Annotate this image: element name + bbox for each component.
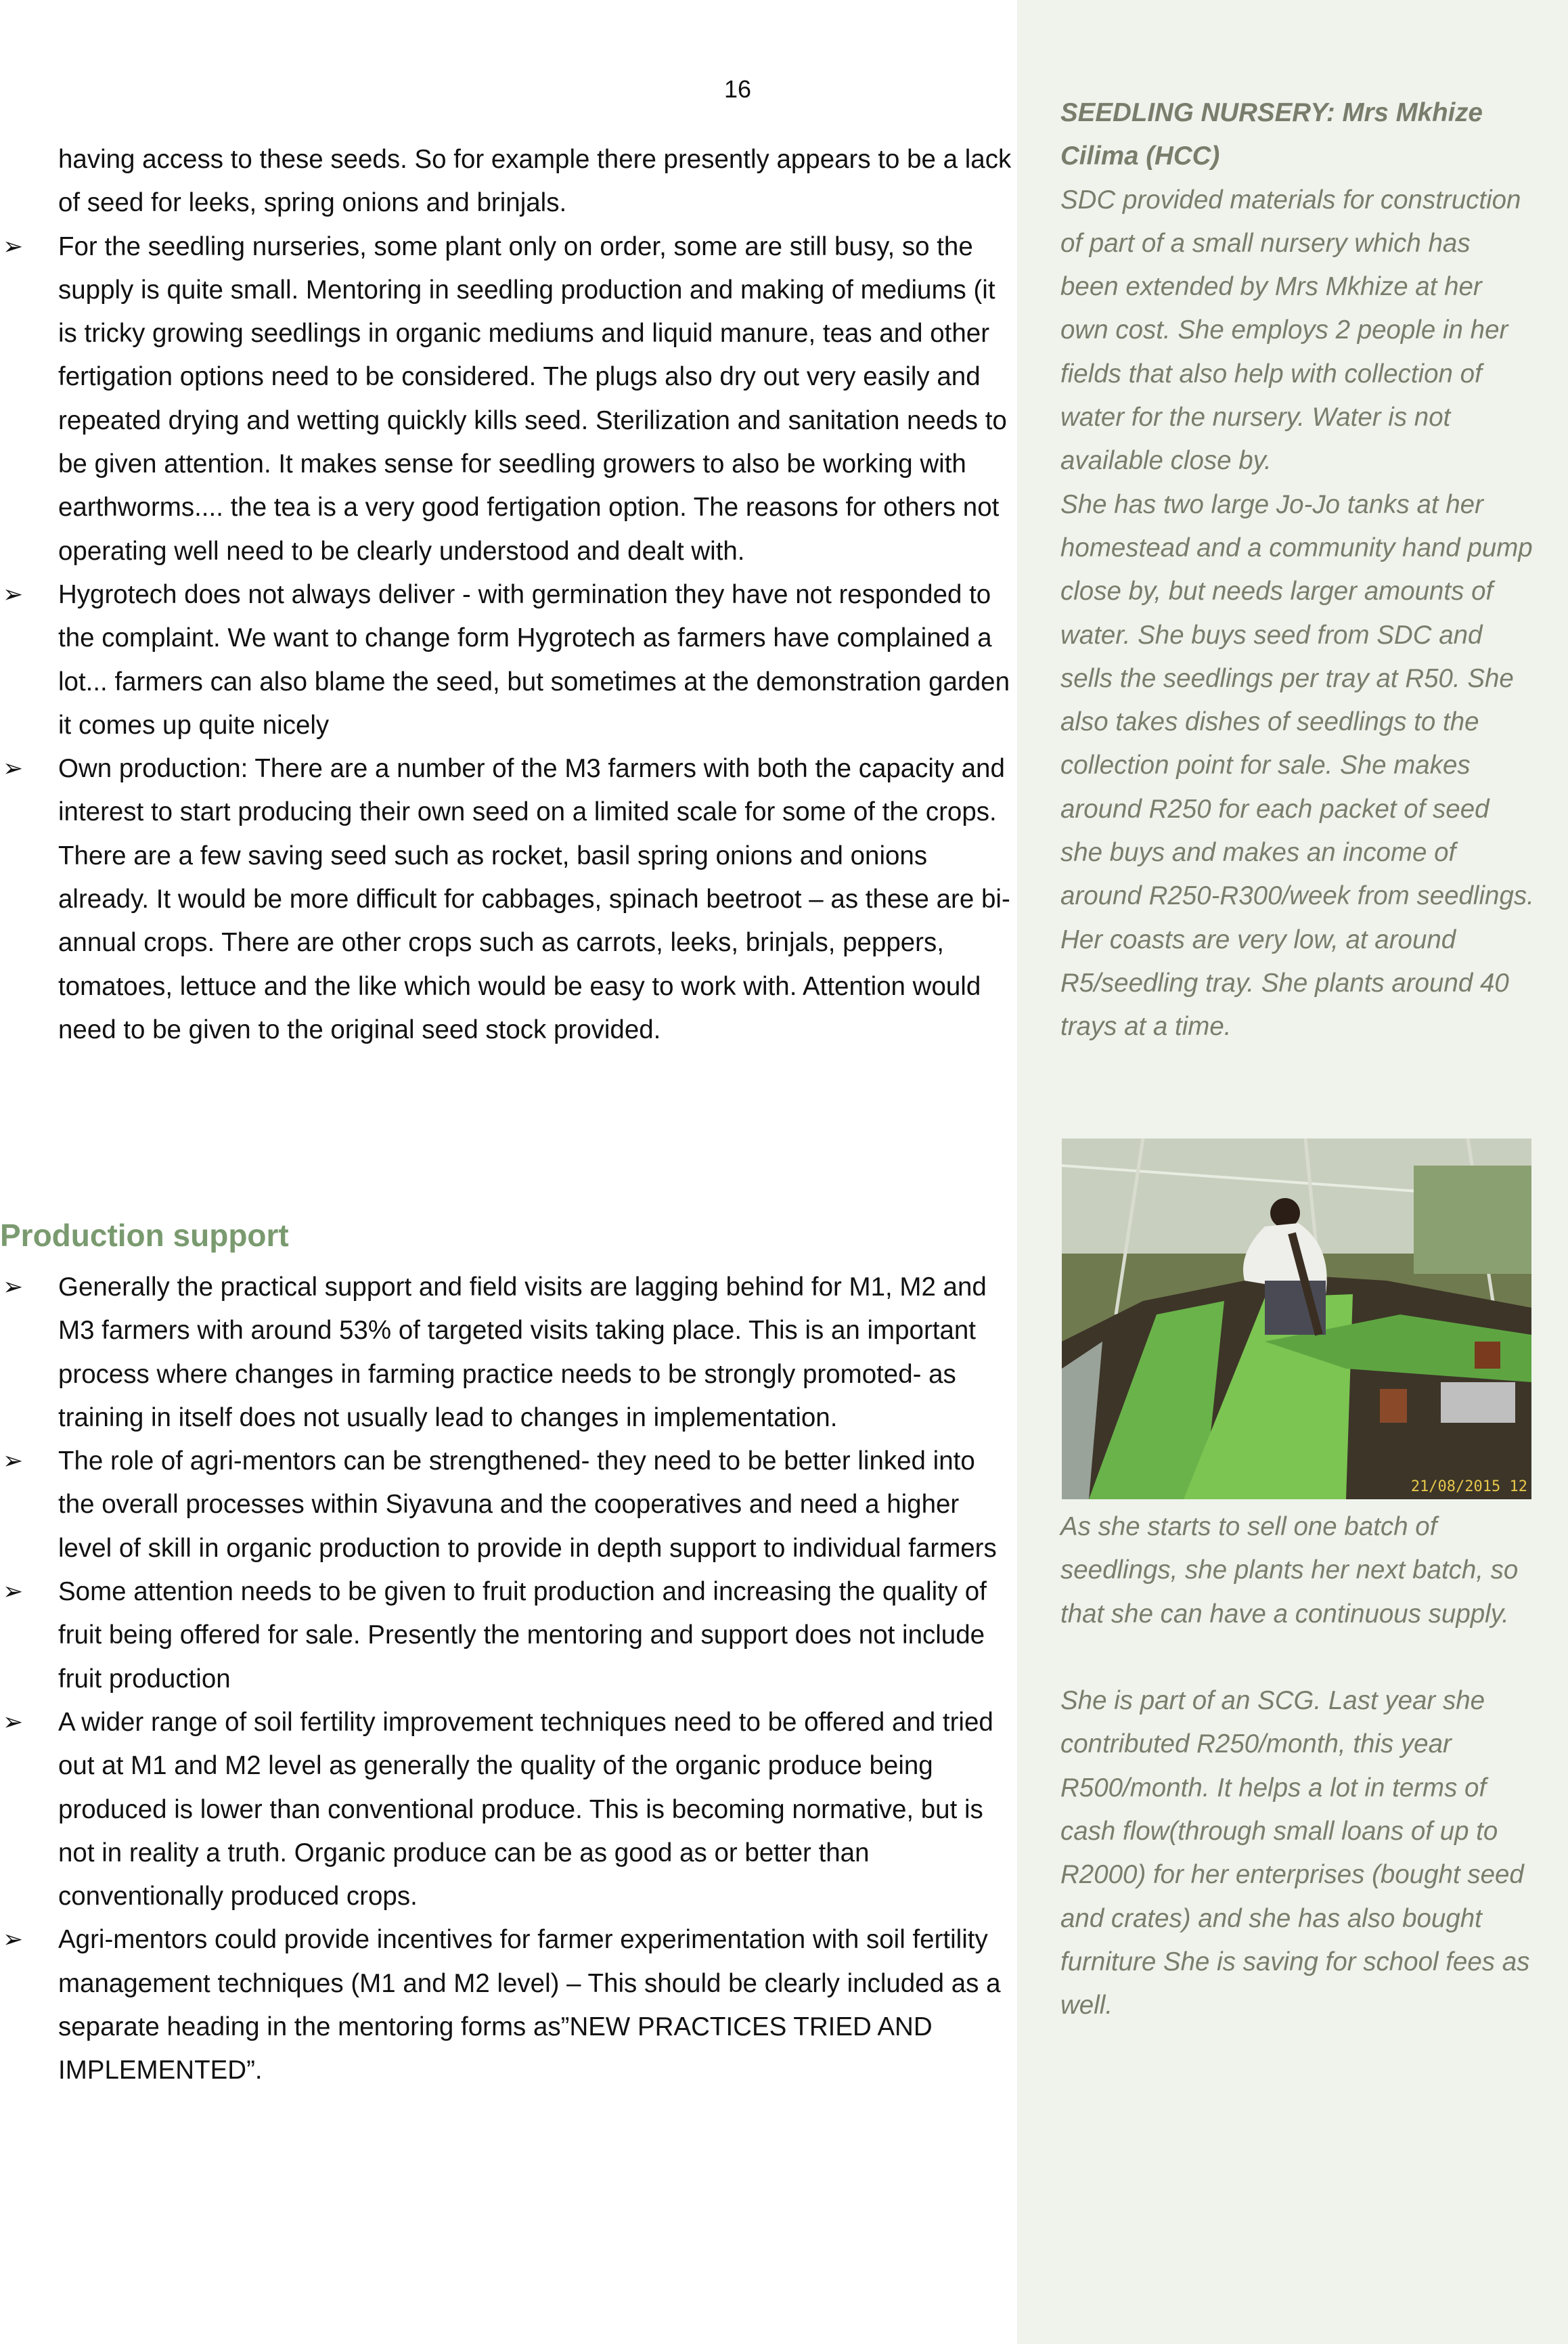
list-item — [0, 573, 1015, 747]
paragraph-text: Some attention needs to be given to fruit production and increasing the quality of fruit being offered for sale. Presently the mentoring and support does not include fruit production — [58, 1577, 987, 1694]
arrowhead-bullet-icon: ➢ — [3, 1578, 24, 1606]
arrowhead-bullet-icon: ➢ — [3, 580, 24, 609]
arrowhead-bullet-icon: ➢ — [3, 232, 24, 261]
photo-date-stamp: 21/08/2015 12 — [1410, 1478, 1527, 1495]
list-item — [0, 1570, 1015, 1701]
paragraph-text: Agri-mentors could provide incentives for farmer experimentation with soil fertility management techniques (M1 and M2 level) – This should be clearly included as a separate heading in the mentoring forms as”NEW PRACTICES TRIED AND IMPLEMENTED”. — [58, 1925, 1001, 2085]
sidebar-paragraph: She has two large Jo-Jo tanks at her homestead and a community hand pump close by, but needs larger amounts of water. She buys seed from SDC and sells the seedlings per tray at R50. She also takes dishes of seedlings to the collection point for sale. She makes around R250 for each packet of seed she buys and makes an income of around R250-R300/week from seedlings. — [1060, 489, 1534, 911]
arrowhead-bullet-icon: ➢ — [3, 1273, 24, 1301]
arrowhead-bullet-icon: ➢ — [3, 1926, 24, 1954]
paragraph-text: A wider range of soil fertility improvement techniques need to be offered and tried out at M1 and M2 level as generally the quality of the organic produce being produced is lower than conventional produce. This is becoming normative, but is not in reality a truth. Organic produce can be as good as or better than conventionally produced crops. — [58, 1707, 993, 1911]
list-item — [0, 225, 1015, 573]
list-item — [0, 1440, 1015, 1570]
paragraph-text: The role of agri-mentors can be strengthened- they need to be better linked into the overall processes within Siyavuna and the cooperatives and need a higher level of skill in organic production to provide in depth support to individual farmers — [58, 1446, 997, 1563]
arrowhead-bullet-icon: ➢ — [3, 1708, 24, 1736]
paragraph-text: Own production: There are a number of the M3 farmers with both the capacity and interest to start producing their own seed on a limited scale for some of the crops. There are a few saving seed such as rocket, basil spring onions and onions already. It would be more difficult for cabbages, spinach beetroot – as these are bi-annual crops. There are other crops such as carrots, leeks, brinjals, peppers, tomatoes, lettuce and the like which would be easy to work with. Attention would need to be given to the original seed stock provided. — [58, 754, 1010, 1044]
paragraph-text: Hygrotech does not always deliver - with germination they have not responded to the complaint. We want to change form Hygrotech as farmers have complained a lot... farmers can also blame the seed, but sometimes at the demonstration garden it comes up quite nicely — [58, 579, 1010, 740]
arrowhead-bullet-icon: ➢ — [3, 755, 24, 783]
nursery-photo — [1062, 1138, 1531, 1499]
sidebar-paragraph: Her coasts are very low, at around R5/seedling tray. She plants around 40 trays at a time. — [1060, 925, 1509, 1042]
section-heading: Production support — [0, 1218, 289, 1253]
list-item — [0, 138, 1015, 225]
paragraph-text: having access to these seeds. So for example there presently appears to be a lack of seed for leeks, spring onions and brinjals. — [58, 145, 1012, 218]
list-item — [0, 1701, 1015, 1918]
sidebar-paragraph: She is part of an SCG. Last year she contributed R250/month, this year R500/month. It helps a lot in terms of cash flow(through small loans of up to R2000) for her enterprises (bought seed and crates) and she has also bought furniture She is saving for school fees as well. — [1060, 1686, 1530, 2020]
paragraph-text: Generally the practical support and field visits are lagging behind for M1, M2 and M3 farmers with around 53% of targeted visits taking place. This is an important process where changes in farming practice needs to be strongly promoted- as training in itself does not usually lead to changes in implementation. — [58, 1273, 987, 1432]
sidebar-case-study — [1017, 0, 1568, 2344]
list-item — [0, 1918, 1015, 2092]
arrowhead-bullet-icon: ➢ — [3, 1447, 24, 1476]
sidebar-paragraph: SDC provided materials for construction of part of a small nursery which has been extended by Mrs Mkhize at her own cost. She employs 2 people in her fields that also help with collection of water for the nursery. Water is not available close by. — [1060, 185, 1521, 476]
paragraph-text: For the seedling nurseries, some plant only on order, some are still busy, so the supply is quite small. Mentoring in seedling production and making of mediums (it is tricky growing seedlings in organic mediums and liquid manure, teas and other fertigation options need to be considered. The plugs also dry out very easily and repeated drying and wetting quickly kills seed. Sterilization and sanitation needs to be given attention. It makes sense for seedling growers to also be working with earthworms.... the tea is a very good fertigation option. The reasons for others not operating well need to be clearly understood and dealt with. — [58, 231, 1007, 566]
production-support-section — [0, 1266, 1015, 2093]
page-number: 16 — [723, 75, 752, 103]
photo-caption: As she starts to sell one batch of seedlings, she plants her next batch, so that she can have a continuous supply. — [1060, 1512, 1519, 1629]
main-column — [0, 138, 1015, 1052]
list-item — [0, 747, 1015, 1052]
top-paragraph-list — [0, 138, 1015, 1052]
sidebar-block-caption — [1060, 1505, 1534, 2028]
sidebar-title: SEEDLING NURSERY: Mrs Mkhize Cilima (HCC) — [1060, 98, 1483, 171]
nursery-photo-illustration — [1062, 1138, 1531, 1499]
list-item — [0, 1266, 1015, 1440]
bottom-paragraph-list — [0, 1266, 1015, 2093]
sidebar-block-intro — [1060, 91, 1534, 1049]
